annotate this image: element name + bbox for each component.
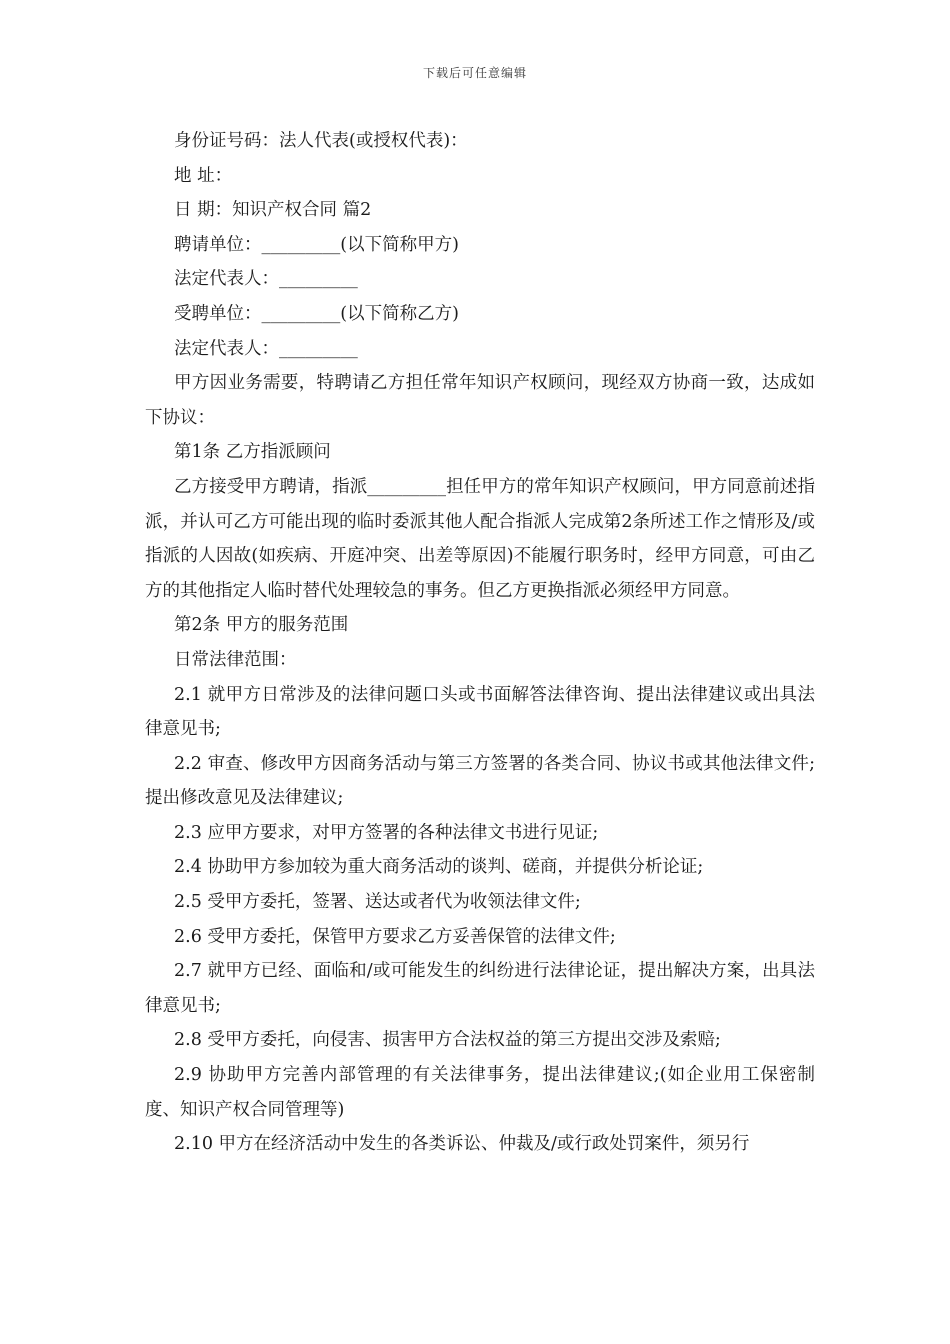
clause-2-8: 2.8 受甲方委托，向侵害、损害甲方合法权益的第三方提出交涉及索赔;: [174, 1030, 721, 1051]
clause-2-4: 2.4 协助甲方参加较为重大商务活动的谈判、磋商，并提供分析论证;: [174, 857, 704, 878]
clause-2-5: 2.5 受甲方委托，签署、送达或者代为收领法律文件;: [174, 892, 581, 913]
clause-2-1: 2.1 就甲方日常涉及的法律问题口头或书面解答法律咨询、提出法律建议或出具法律意见书;: [145, 684, 815, 740]
employee-rep-line: 法定代表人：_________: [174, 338, 358, 359]
clause-2-7: 2.7 就甲方已经、面临和/或可能发生的纠纷进行法律论证，提出解决方案，出具法律意见书;: [145, 961, 815, 1016]
article-1-heading: 第1条 乙方指派顾问: [174, 442, 331, 463]
employer-line: 聘请单位：_________(以下简称甲方): [174, 234, 459, 255]
clause-2-9: 2.9 协助甲方完善内部管理的有关法律事务，提出法律建议;(如企业用工保密制度、知识产权合同管理等): [145, 1065, 815, 1120]
clause-2-3: 2.3 应甲方要求，对甲方签署的各种法律文书进行见证;: [174, 822, 599, 843]
preamble-paragraph: 甲方因业务需要，特聘请乙方担任常年知识产权顾问，现经双方协商一致，达成如下协议：: [145, 373, 815, 428]
daily-scope-heading: 日常法律范围：: [174, 649, 297, 670]
article-1-paragraph: 乙方接受甲方聘请，指派_________担任甲方的常年知识产权顾问，甲方同意前述指派，并认可乙方可能出现的临时委派其他人配合指派人完成第2条所述工作之情形及/或指派的人因故(如疾病、开庭冲突、出差等原因)不能履行职务时，经甲方同意，可由乙方的其他指定人临时替代处理较急的事务。但乙方更换指派必须经甲方同意。: [145, 476, 815, 601]
clause-2-10: 2.10 甲方在经济活动中发生的各类诉讼、仲裁及/或行政处罚案件，须另行: [174, 1134, 750, 1155]
clause-2-6: 2.6 受甲方委托，保管甲方要求乙方妥善保管的法律文件;: [174, 926, 616, 947]
address-line: 地 址：: [174, 165, 233, 186]
id-number-line: 身份证号码：法人代表(或授权代表)：: [174, 131, 468, 151]
document-body: [145, 124, 815, 1162]
employee-line: 受聘单位：_________(以下简称乙方): [174, 303, 459, 324]
employer-rep-line: 法定代表人：_________: [174, 269, 358, 290]
clause-2-2: 2.2 审查、修改甲方因商务活动与第三方签署的各类合同、协议书或其他法律文件;提出修改意见及法律建议;: [145, 753, 815, 809]
article-2-heading: 第2条 甲方的服务范围: [174, 615, 349, 636]
page-header: 下载后可任意编辑: [422, 66, 527, 80]
date-line: 日 期：知识产权合同 篇2: [174, 200, 372, 221]
